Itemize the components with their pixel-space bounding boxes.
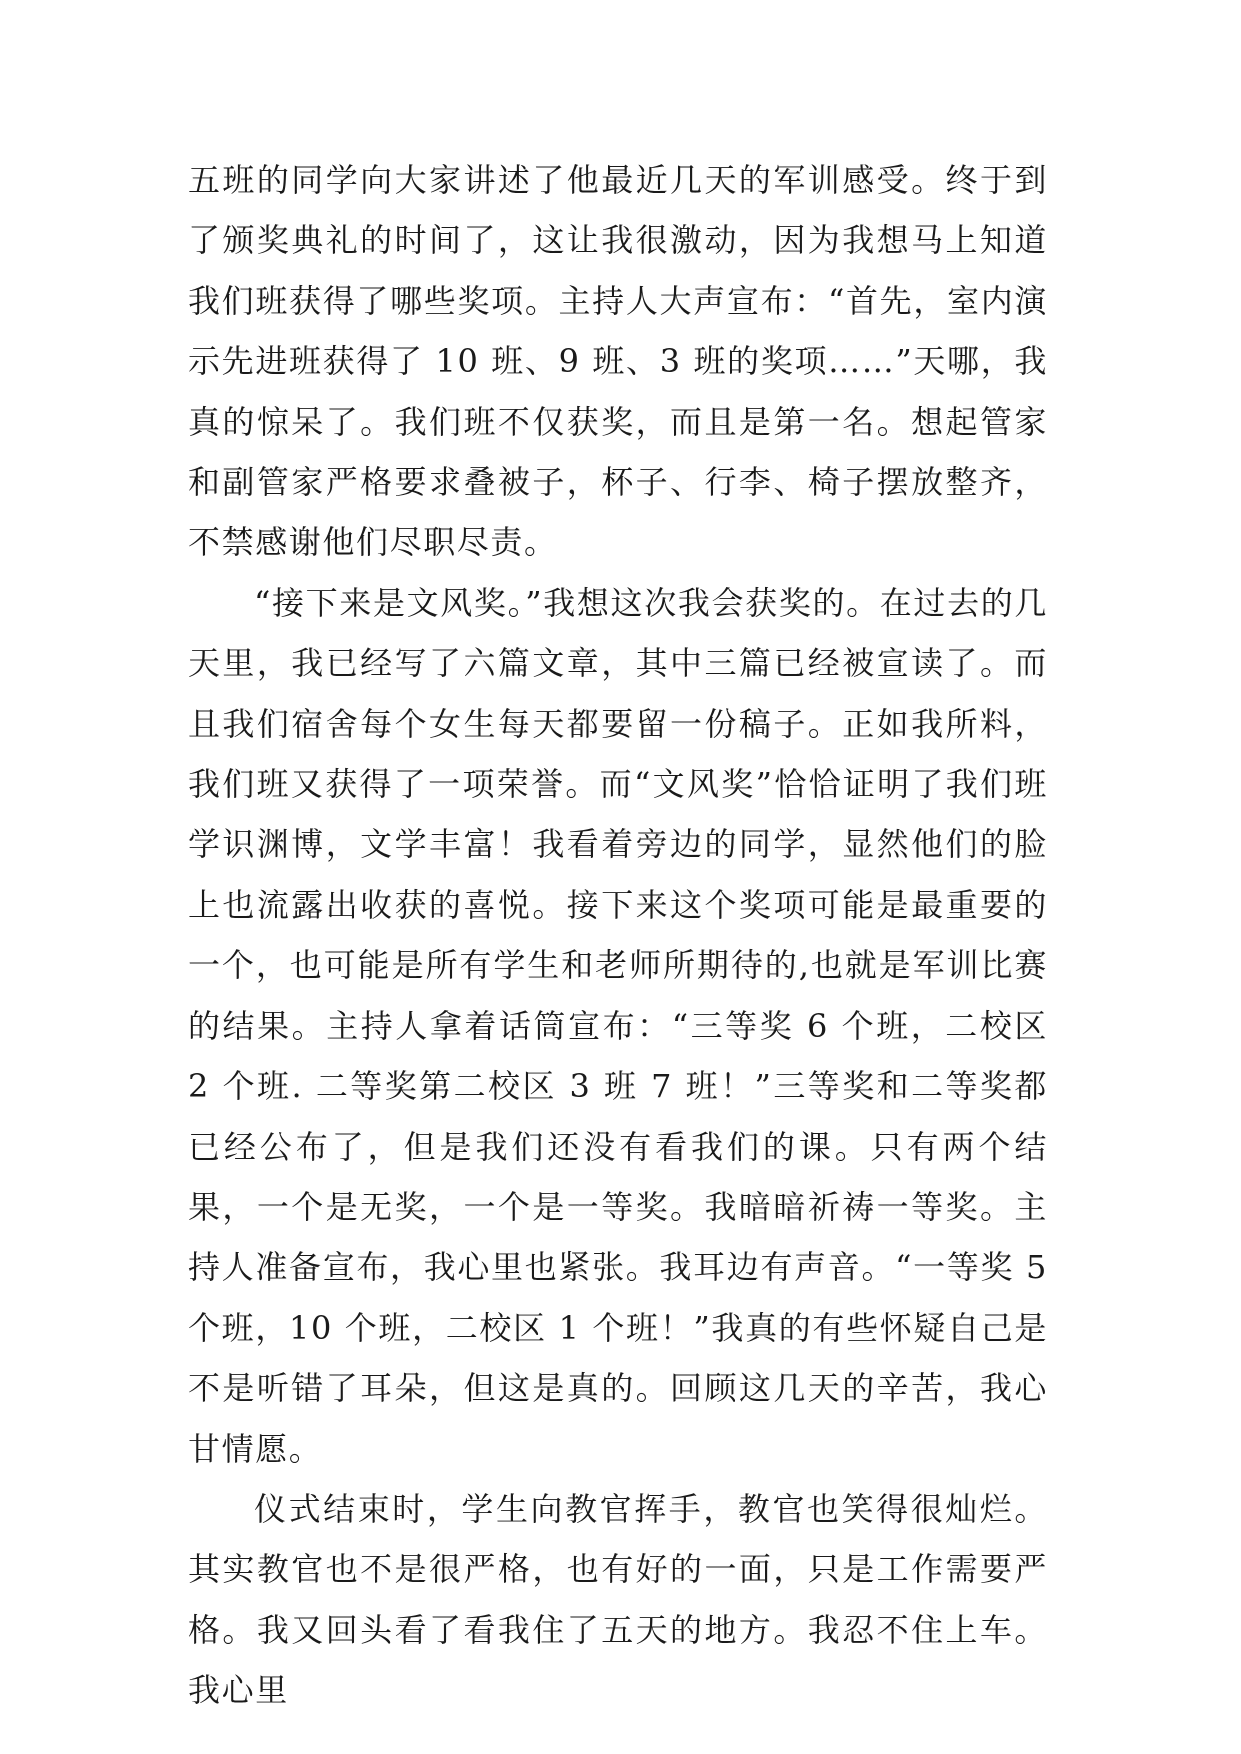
paragraph-continuation: 五班的同学向大家讲述了他最近几天的军训感受。终于到了颁奖典礼的时间了，这让我很激动，因为我想马上知道我们班获得了哪些奖项。主持人大声宣布：“首先，室内演示先进班获得了 10 班、9 班、3 班的奖项……”天哪，我真的惊呆了。我们班不仅获奖，而且是第一名。想起管家和副管家严格要求叠被子，杯子、行李、椅子摆放整齐，不禁感谢他们尽职尽责。	[188, 161, 1048, 562]
paragraph-award-results: “接下来是文风奖。”我想这次我会获奖的。在过去的几天里，我已经写了六篇文章，其中三篇已经被宣读了。而且我们宿舍每个女生每天都要留一份稿子。正如我所料，我们班又获得了一项荣誉。而“文风奖”恰恰证明了我们班学识渊博，文学丰富！我看着旁边的同学，显然他们的脸上也流露出收获的喜悦。接下来这个奖项可能是最重要的一个，也可能是所有学生和老师所期待的,也就是军训比赛的结果。主持人拿着话筒宣布：“三等奖 6 个班，二校区 2 个班. 二等奖第二校区 3 班 7 班！”三等奖和二等奖都已经公布了，但是我们还没有看我们的课。只有两个结果，一个是无奖，一个是一等奖。我暗暗祈祷一等奖。主持人准备宣布，我心里也紧张。我耳边有声音。“一等奖 5 个班，10 个班，二校区 1 个班！”我真的有些怀疑自己是不是听错了耳朵，但这是真的。回顾这几天的辛苦，我心甘情愿。	[188, 583, 1048, 1468]
document-body	[188, 150, 1048, 1721]
paragraph-ceremony-end: 仪式结束时，学生向教官挥手，教官也笑得很灿烂。其实教官也不是很严格，也有好的一面，只是工作需要严格。我又回头看了看我住了五天的地方。我忍不住上车。我心里	[188, 1489, 1048, 1710]
